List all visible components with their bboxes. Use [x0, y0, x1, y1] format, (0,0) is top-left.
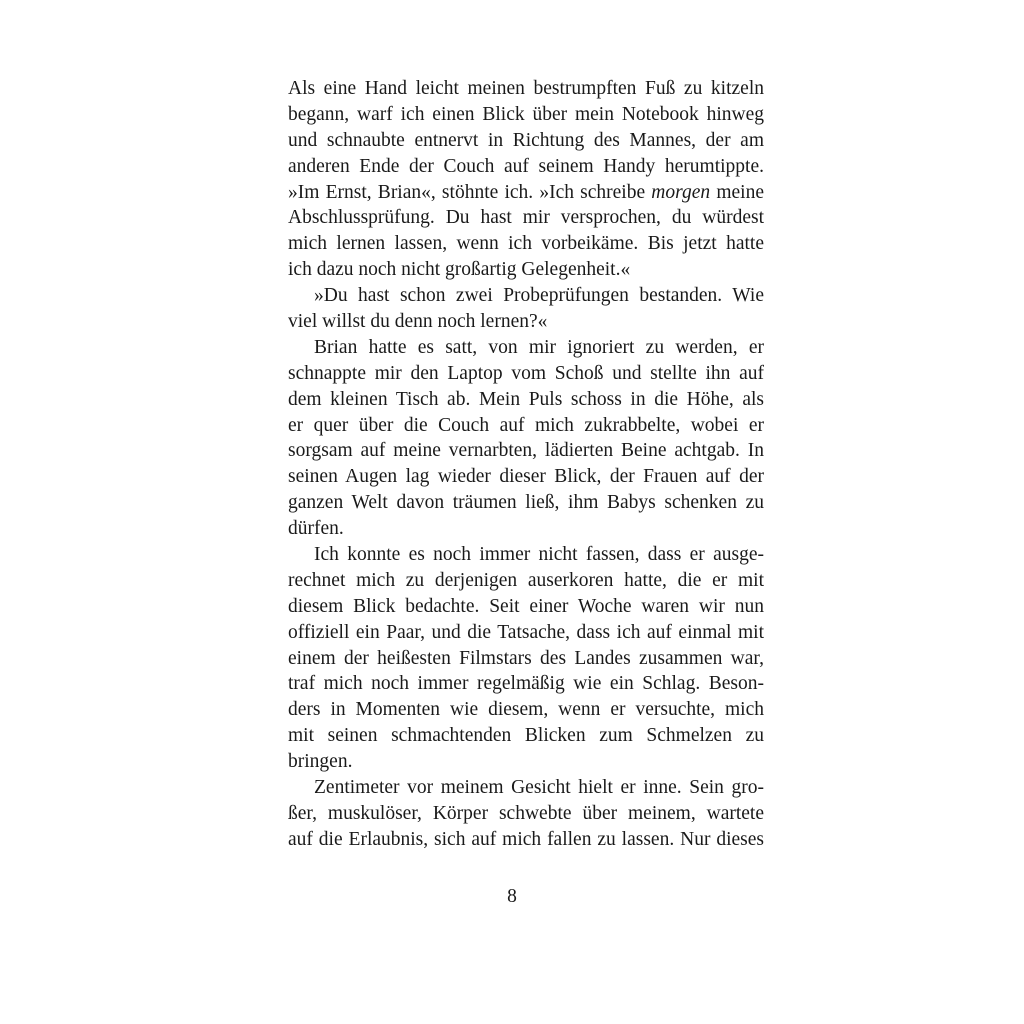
- text-line: [288, 568, 764, 594]
- text-line: [288, 361, 764, 387]
- line-text: schnappte mir den Laptop vom Schoß und stellte ihn auf: [288, 362, 764, 384]
- text-line: [288, 180, 764, 206]
- line-text: er quer über die Couch auf mich zukrabbelte, wobei er: [288, 414, 764, 436]
- line-text: mich lernen lassen, wenn ich vorbeikäme. Bis jetzt hatte: [288, 233, 764, 255]
- line-text: ich dazu noch nicht großartig Gelegenheit.«: [288, 259, 631, 281]
- line-text: seinen Augen lag wieder dieser Blick, der Frauen auf der: [288, 466, 764, 488]
- text-line: [288, 671, 764, 697]
- line-text: viel willst du denn noch lernen?«: [288, 311, 548, 333]
- line-text: mit seinen schmachtenden Blicken zum Schmelzen zu: [288, 725, 764, 747]
- text-line: [288, 464, 764, 490]
- text-line: [288, 827, 764, 853]
- line-text: einem der heißesten Filmstars des Landes zusammen war,: [288, 647, 764, 669]
- line-text: begann, warf ich einen Blick über mein Notebook hinweg: [288, 103, 764, 125]
- line-text: meine: [710, 181, 764, 203]
- paragraph: [288, 775, 764, 853]
- text-line: [288, 283, 764, 309]
- paragraph: [288, 542, 764, 775]
- text-line: [288, 749, 764, 775]
- line-text: dem kleinen Tisch ab. Mein Puls schoss in die Höhe, als: [288, 388, 764, 410]
- line-text: Zentimeter vor meinem Gesicht hielt er inne. Sein gro-: [314, 777, 764, 799]
- text-line: [288, 335, 764, 361]
- line-text: Abschlussprüfung. Du hast mir versprochen, du würdest: [288, 207, 764, 229]
- text-line: [288, 257, 764, 283]
- text-line: [288, 697, 764, 723]
- text-line: [288, 413, 764, 439]
- text-line: [288, 516, 764, 542]
- line-text: dürfen.: [288, 518, 344, 540]
- text-line: [288, 620, 764, 646]
- line-text: Ich konnte es noch immer nicht fassen, dass er ausge-: [314, 544, 764, 566]
- line-text: ßer, muskulöser, Körper schwebte über meinem, wartete: [288, 802, 764, 824]
- line-text: auf die Erlaubnis, sich auf mich fallen zu lassen. Nur dieses: [288, 828, 764, 850]
- text-line: [288, 438, 764, 464]
- line-text: diesem Blick bedachte. Seit einer Woche waren wir nun: [288, 595, 764, 617]
- line-text: traf mich noch immer regelmäßig wie ein Schlag. Beson-: [288, 673, 764, 695]
- text-line: [288, 309, 764, 335]
- text-line: [288, 775, 764, 801]
- line-text: offiziell ein Paar, und die Tatsache, dass ich auf einmal mit: [288, 621, 764, 643]
- paragraph: [288, 283, 764, 335]
- page-number: 8: [507, 886, 517, 907]
- line-text: »Im Ernst, Brian«, stöhnte ich. »Ich schreibe: [288, 181, 652, 203]
- paragraph: [288, 335, 764, 542]
- text-line: [288, 594, 764, 620]
- line-text: ders in Momenten wie diesem, wenn er versuchte, mich: [288, 699, 764, 721]
- text-line: [288, 205, 764, 231]
- line-text: »Du hast schon zwei Probeprüfungen bestanden. Wie: [314, 285, 764, 307]
- text-line: [288, 490, 764, 516]
- text-line: [288, 231, 764, 257]
- line-text: rechnet mich zu derjenigen auserkoren hatte, die er mit: [288, 569, 764, 591]
- line-text: anderen Ende der Couch auf seinem Handy herumtippte.: [288, 155, 764, 177]
- line-text: und schnaubte entnervt in Richtung des Mannes, der am: [288, 129, 764, 151]
- line-text: Brian hatte es satt, von mir ignoriert zu werden, er: [314, 336, 764, 358]
- text-line: [288, 801, 764, 827]
- body-text: [288, 76, 764, 853]
- text-line: [288, 154, 764, 180]
- paragraph: [288, 76, 764, 283]
- text-line: [288, 102, 764, 128]
- text-line: [288, 76, 764, 102]
- text-line: [288, 128, 764, 154]
- text-line: [288, 646, 764, 672]
- line-text: Als eine Hand leicht meinen bestrumpften Fuß zu kitzeln: [288, 78, 764, 99]
- emphasis-text: morgen: [651, 181, 711, 203]
- line-text: ganzen Welt davon träumen ließ, ihm Babys schenken zu: [288, 492, 764, 514]
- text-line: [288, 723, 764, 749]
- line-text: bringen.: [288, 751, 353, 773]
- line-text: sorgsam auf meine vernarbten, lädierten Beine achtgab. In: [288, 440, 764, 462]
- text-line: [288, 542, 764, 568]
- text-line: [288, 387, 764, 413]
